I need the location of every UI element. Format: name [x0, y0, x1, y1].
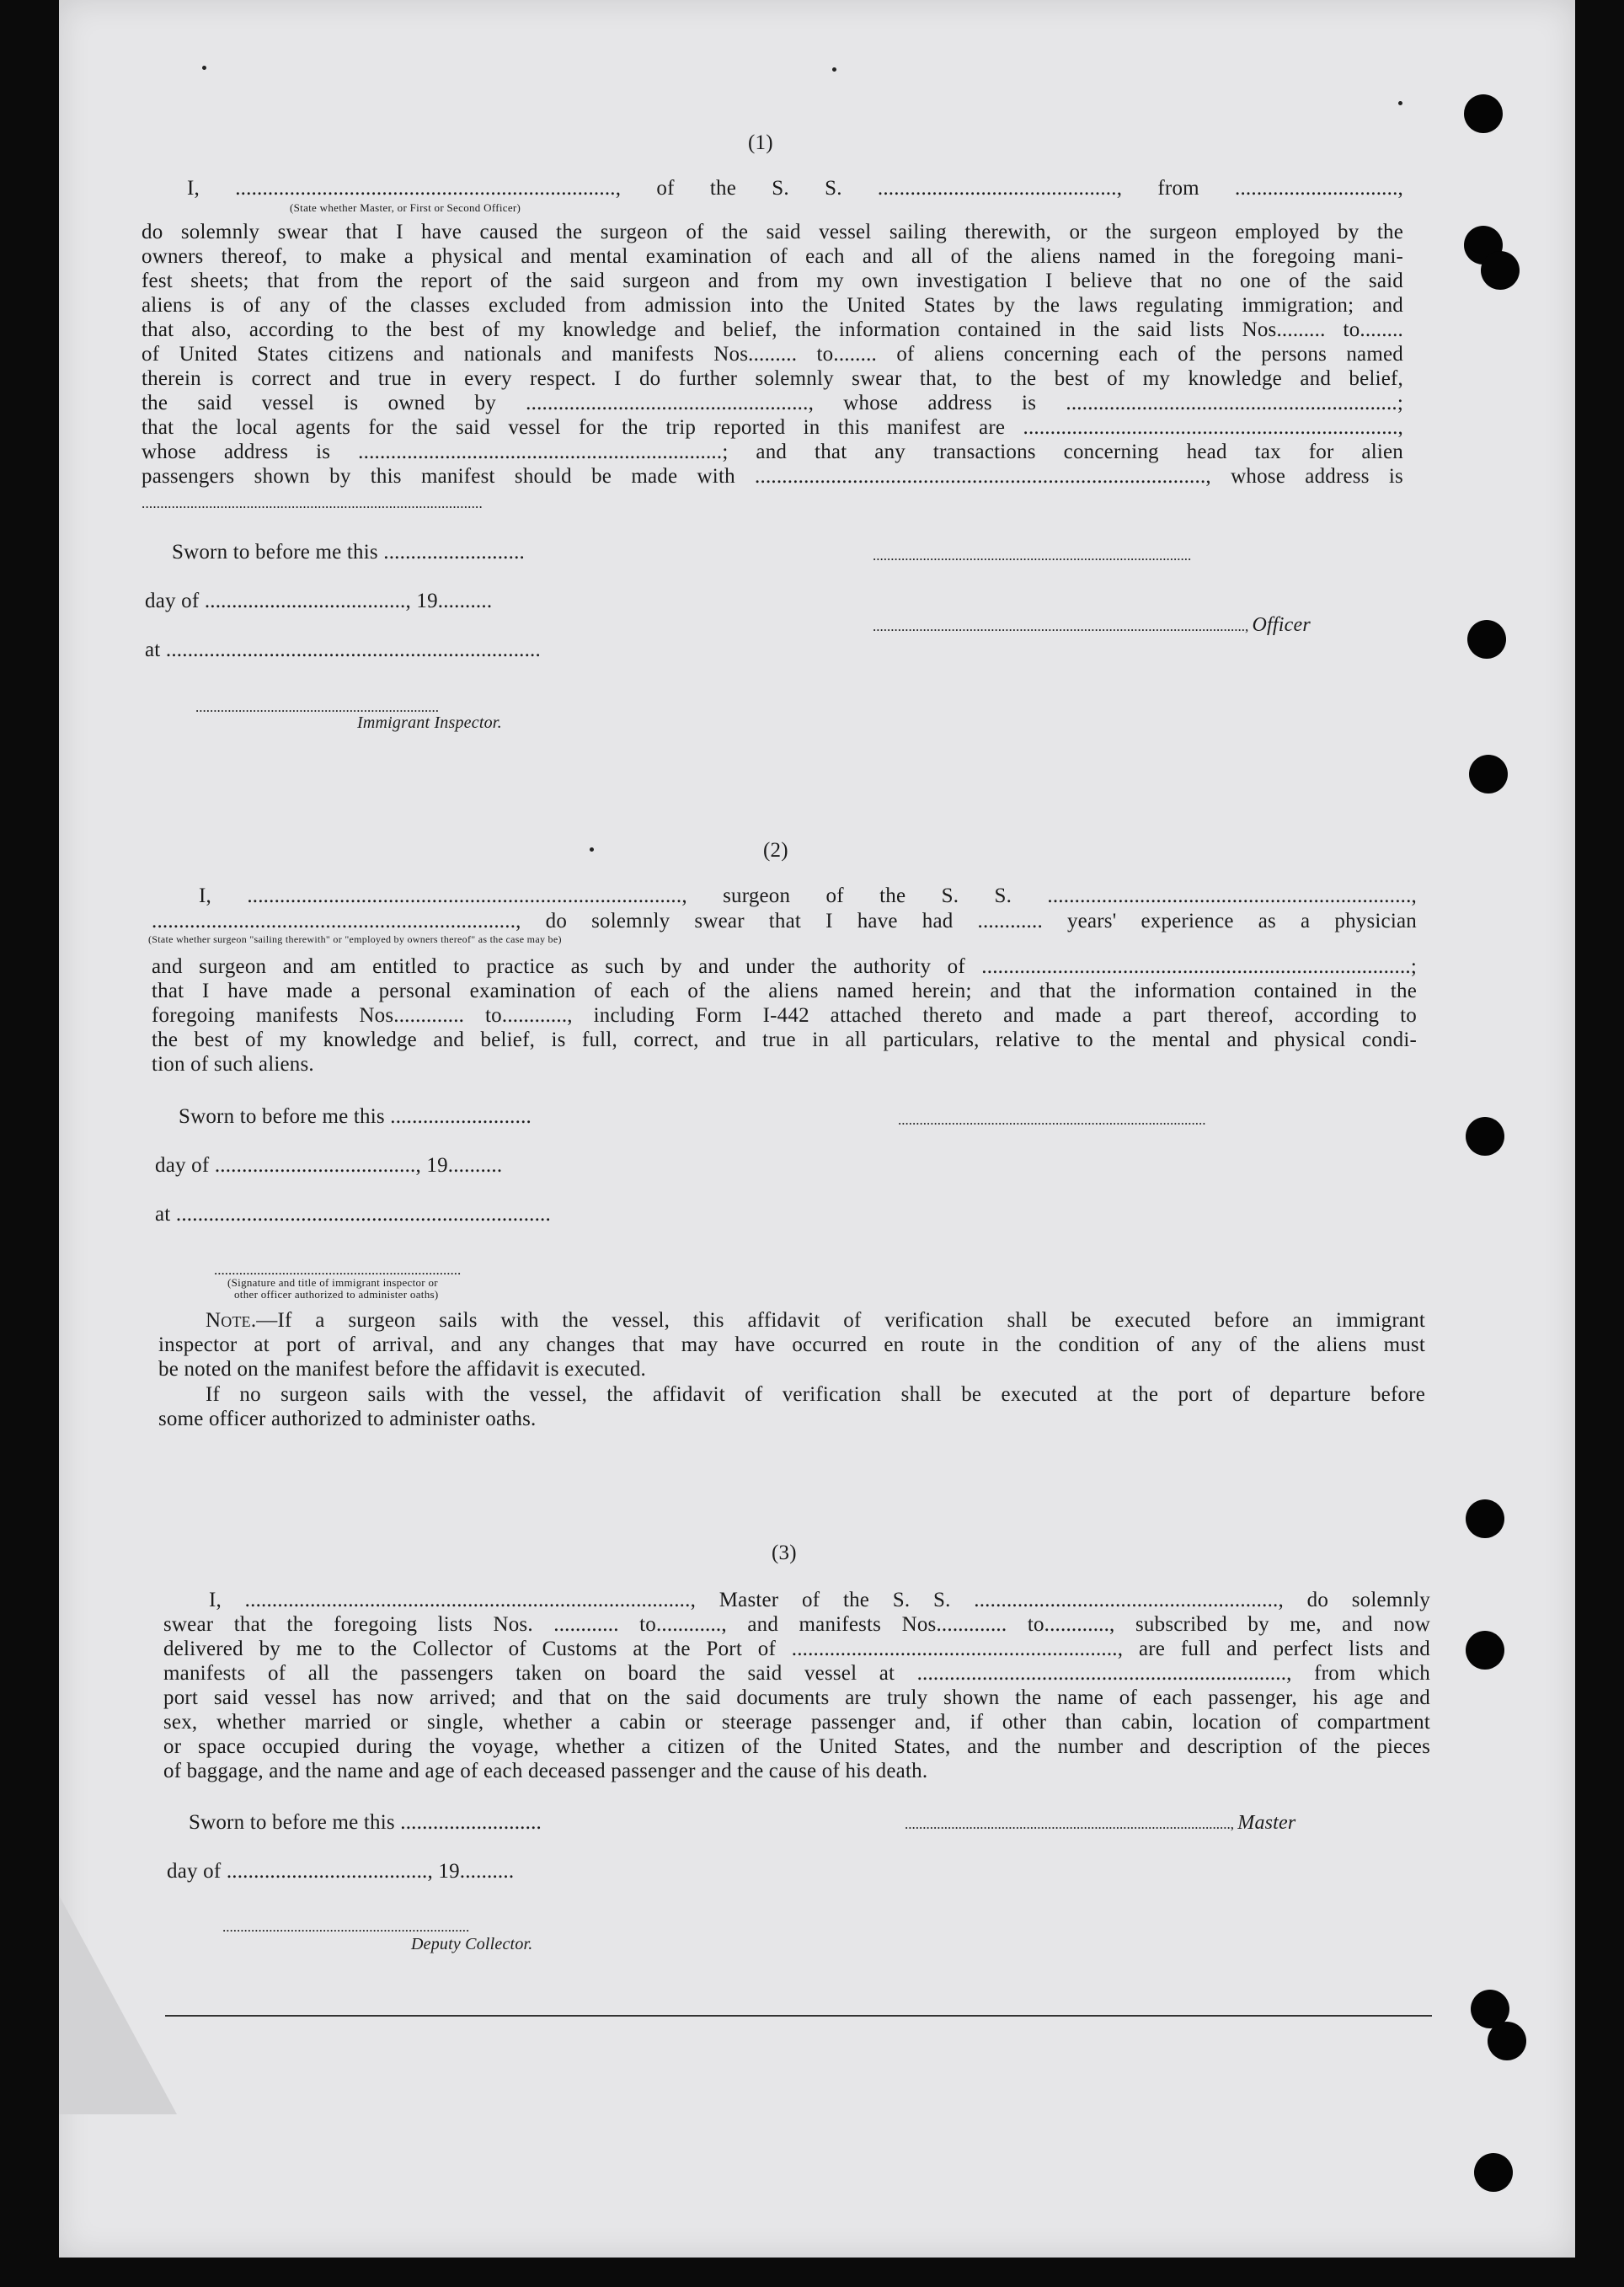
section-1-line: the said vessel is owned by ...................................................., whose address is .............................................................; — [142, 392, 1403, 414]
section-1-line: owners thereof, to make a physical and mental examination of each and all of the aliens named in the foregoing mani- — [142, 245, 1403, 268]
collector-label: Deputy Collector. — [411, 1935, 533, 1953]
scan-speck — [590, 847, 594, 852]
scan-speck — [1398, 101, 1402, 105]
administrator-sign-line: ..................................................................... — [214, 1262, 462, 1278]
officer-signature — [873, 613, 1311, 639]
administrator-note: other officer authorized to administer oaths) — [234, 1288, 439, 1301]
section-3-number: (3) — [772, 1542, 797, 1564]
punch-hole — [1469, 755, 1508, 794]
master-label: Master — [1237, 1812, 1296, 1834]
day-of-3: day of ....................................., 19.......... — [167, 1860, 515, 1883]
section-3-line: manifests of all the passengers taken on board the said vessel at ...................................................................., from which — [163, 1662, 1430, 1685]
section-1-line: do solemnly swear that I have caused the surgeon of the said vessel sailing therewith, or the surgeon employed by the — [142, 221, 1403, 243]
section-2-line: foregoing manifests Nos............. to............, including Form I-442 attached thereto and made a part thereof, according to — [152, 1004, 1417, 1027]
section-1-line: that the local agents for the said vessel for the trip reported in this manifest are ....................................................................., — [142, 416, 1403, 439]
sworn-text-3: Sworn to before me this .......................... — [189, 1811, 542, 1834]
section-2-line: that I have made a personal examination of each of the aliens named herein; and that the information contained in the — [152, 980, 1417, 1002]
section-1-line: therein is correct and true in every respect. I do further solemnly swear that, to the best of my knowledge and belief, — [142, 367, 1403, 390]
signature-line-2: ...................................................................................... — [898, 1112, 1206, 1128]
note-label: Note. — [206, 1309, 257, 1332]
collector-line: ..................................................................... — [222, 1919, 470, 1935]
punch-hole — [1481, 251, 1520, 290]
master-line: ..........................................................................................., — [905, 1816, 1238, 1832]
section-2-line: and surgeon and am entitled to practice as such by and under the authority of ...............................................................................; — [152, 955, 1417, 978]
section-1-line: fest sheets; that from the report of the said surgeon and from my own investigation I believe that no one of the said — [142, 270, 1403, 292]
administrator-note: (Signature and title of immigrant inspector or — [227, 1276, 438, 1289]
section-1-line: of United States citizens and nationals and manifests Nos......... to........ of aliens concerning each of the persons named — [142, 343, 1403, 366]
section-3-line: delivered by me to the Collector of Customs at the Port of ............................................................, are full and perfect lists and — [163, 1638, 1430, 1660]
surgeon-note: (State whether surgeon "sailing therewith" or "employed by owners thereof" as the case may be) — [148, 933, 562, 945]
note-line: some officer authorized to administer oaths. — [158, 1408, 537, 1430]
note-text: —If a surgeon sails with the vessel, this affidavit of verification shall be executed before an immigrant — [256, 1309, 1425, 1332]
bottom-rule — [165, 2015, 1432, 2017]
master-signature — [905, 1811, 1295, 1837]
day-of-1: day of ....................................., 19.......... — [145, 590, 493, 612]
scan-speck — [832, 67, 836, 72]
scan-speck — [202, 66, 206, 70]
day-of-2: day of ....................................., 19.......... — [155, 1154, 503, 1177]
note-line: be noted on the manifest before the affidavit is executed. — [158, 1358, 646, 1381]
inspector-label: Immigrant Inspector. — [357, 713, 502, 732]
folded-corner — [59, 1895, 177, 2114]
punch-hole — [1466, 1631, 1504, 1670]
punch-hole — [1466, 1117, 1504, 1156]
section-1-number: (1) — [748, 131, 773, 154]
punch-hole — [1464, 94, 1503, 133]
at-place-1: at ..................................................................... — [145, 639, 541, 661]
signature-line-1: ......................................................................................... — [873, 548, 1192, 564]
section-1-line: whose address is ...................................................................; and that any transactions concerning head tax for alien — [142, 441, 1403, 463]
at-place-2: at ..................................................................... — [155, 1203, 551, 1226]
section-3-line: I, .................................................................................., Master of the S. S. ........................................................, do solemnly — [209, 1589, 1430, 1611]
officer-line: ........................................................................................................, — [873, 618, 1253, 634]
sworn-text-1: Sworn to before me this .......................... — [172, 541, 525, 564]
punch-hole — [1467, 620, 1506, 659]
section-3-line: port said vessel has now arrived; and that on the said documents are truly shown the name of each passenger, his age and — [163, 1686, 1430, 1709]
punch-hole — [1466, 1499, 1504, 1538]
section-1-line: that also, according to the best of my knowledge and belief, the information contained in the said lists Nos......... to........ — [142, 318, 1403, 341]
inspector-line: .................................................................... — [195, 699, 439, 715]
sworn-text-2: Sworn to before me this .......................... — [179, 1105, 532, 1128]
section-1-line: ........................................................................................... — [142, 495, 483, 511]
note-line: If no surgeon sails with the vessel, the affidavit of verification shall be executed at the port of departure before — [206, 1383, 1425, 1406]
section-2-line: tion of such aliens. — [152, 1053, 314, 1076]
note-line — [206, 1309, 1425, 1333]
section-1-line: I, ......................................................................, of the S. S. ............................................, from .............................., — [187, 177, 1403, 200]
section-3-line: sex, whether married or single, whether a cabin or steerage passenger and, if other than cabin, location of compartment — [163, 1711, 1430, 1734]
note-line: inspector at port of arrival, and any changes that may have occurred en route in the condition of any of the aliens must — [158, 1333, 1425, 1356]
section-2-line: the best of my knowledge and belief, is full, correct, and true in all particulars, relative to the mental and physical condi- — [152, 1029, 1417, 1051]
section-1-line: passengers shown by this manifest should be made with ..................................................................................., whose address is — [142, 465, 1403, 488]
section-2-line: ..................................................................., do solemnly swear that I have had ............ years' experience as a physician — [152, 910, 1417, 932]
section-1-line: aliens is of any of the classes excluded from admission into the United States by the laws regulating immigration; and — [142, 294, 1403, 317]
section-3-line: or space occupied during the voyage, whether a citizen of the United States, and the number and description of the pieces — [163, 1735, 1430, 1758]
officer-label: Officer — [1252, 614, 1311, 636]
section-2-line: I, ................................................................................, surgeon of the S. S. ..................................................................., — [199, 884, 1417, 907]
punch-hole — [1488, 2022, 1526, 2060]
section-3-line: of baggage, and the name and age of each deceased passenger and the cause of his death. — [163, 1760, 928, 1782]
punch-hole — [1474, 2153, 1513, 2192]
section-3-line: swear that the foregoing lists Nos. ............ to............, and manifests Nos............. to............, subscribed by me, and now — [163, 1613, 1430, 1636]
section-2-number: (2) — [763, 839, 788, 862]
officer-note: (State whether Master, or First or Second Officer) — [290, 201, 521, 214]
